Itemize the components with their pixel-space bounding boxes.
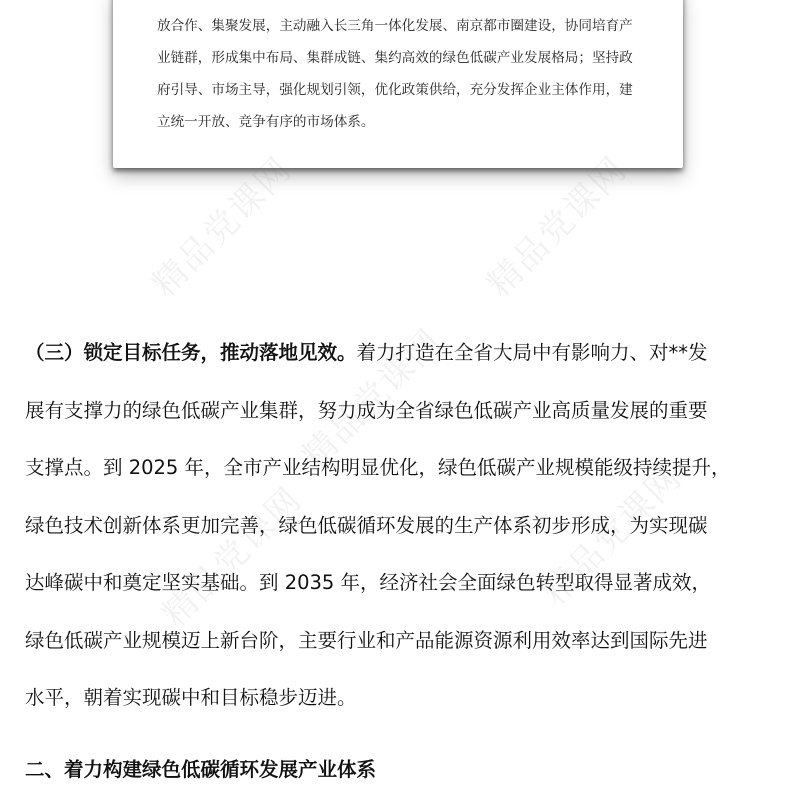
quote-card bbox=[113, 0, 683, 168]
para-line: 支撑点。到 2025 年，全市产业结构明显优化，绿色低碳产业规模能级持续提升， bbox=[25, 456, 731, 479]
watermark: 精品党课网 bbox=[294, 321, 451, 477]
section-2-heading: 二、着力构建绿色低碳循环发展产业体系 bbox=[25, 758, 377, 781]
watermark: 精品党课网 bbox=[534, 457, 691, 613]
para-line: 展有支撑力的绿色低碳产业集群，努力成为全省绿色低碳产业高质量发展的重要 bbox=[25, 398, 708, 422]
card-line: 立统一开放、竞争有序的市场体系。 bbox=[157, 114, 375, 130]
para-line: 达峰碳中和奠定坚实基础。到 2035 年，经济社会全面绿色转型取得显著成效， bbox=[25, 571, 712, 594]
card-text bbox=[157, 10, 677, 138]
section-3-text: 着力打造在全省大局中有影响力、对**发 bbox=[356, 341, 708, 364]
para-line: 水平，朝着实现碳中和目标稳步迈进。 bbox=[25, 686, 357, 709]
section-3-paragraph bbox=[25, 324, 785, 727]
para-line: 绿色技术创新体系更加完善，绿色低碳循环发展的生产体系初步形成，为实现碳 bbox=[25, 513, 708, 537]
watermark: 精品党课网 bbox=[154, 479, 311, 635]
card-line: 业链群，形成集中布局、集群成链、集约高效的绿色低碳产业发展格局；坚持政 bbox=[157, 50, 633, 66]
section-3-title: （三）锁定目标任务，推动落地见效。 bbox=[25, 341, 357, 364]
card-line: 放合作、集聚发展，主动融入长三角一体化发展、南京都市圈建设，协同培育产 bbox=[157, 18, 633, 34]
card-line: 府引导、市场主导，强化规划引领，优化政策供给，充分发挥企业主体作用，建 bbox=[157, 82, 633, 98]
para-line bbox=[25, 324, 785, 382]
watermark: 精品党课网 bbox=[144, 149, 301, 305]
watermark: 精品党课网 bbox=[479, 149, 636, 305]
para-line: 绿色低碳产业规模迈上新台阶，主要行业和产品能源资源利用效率达到国际先进 bbox=[25, 628, 708, 652]
